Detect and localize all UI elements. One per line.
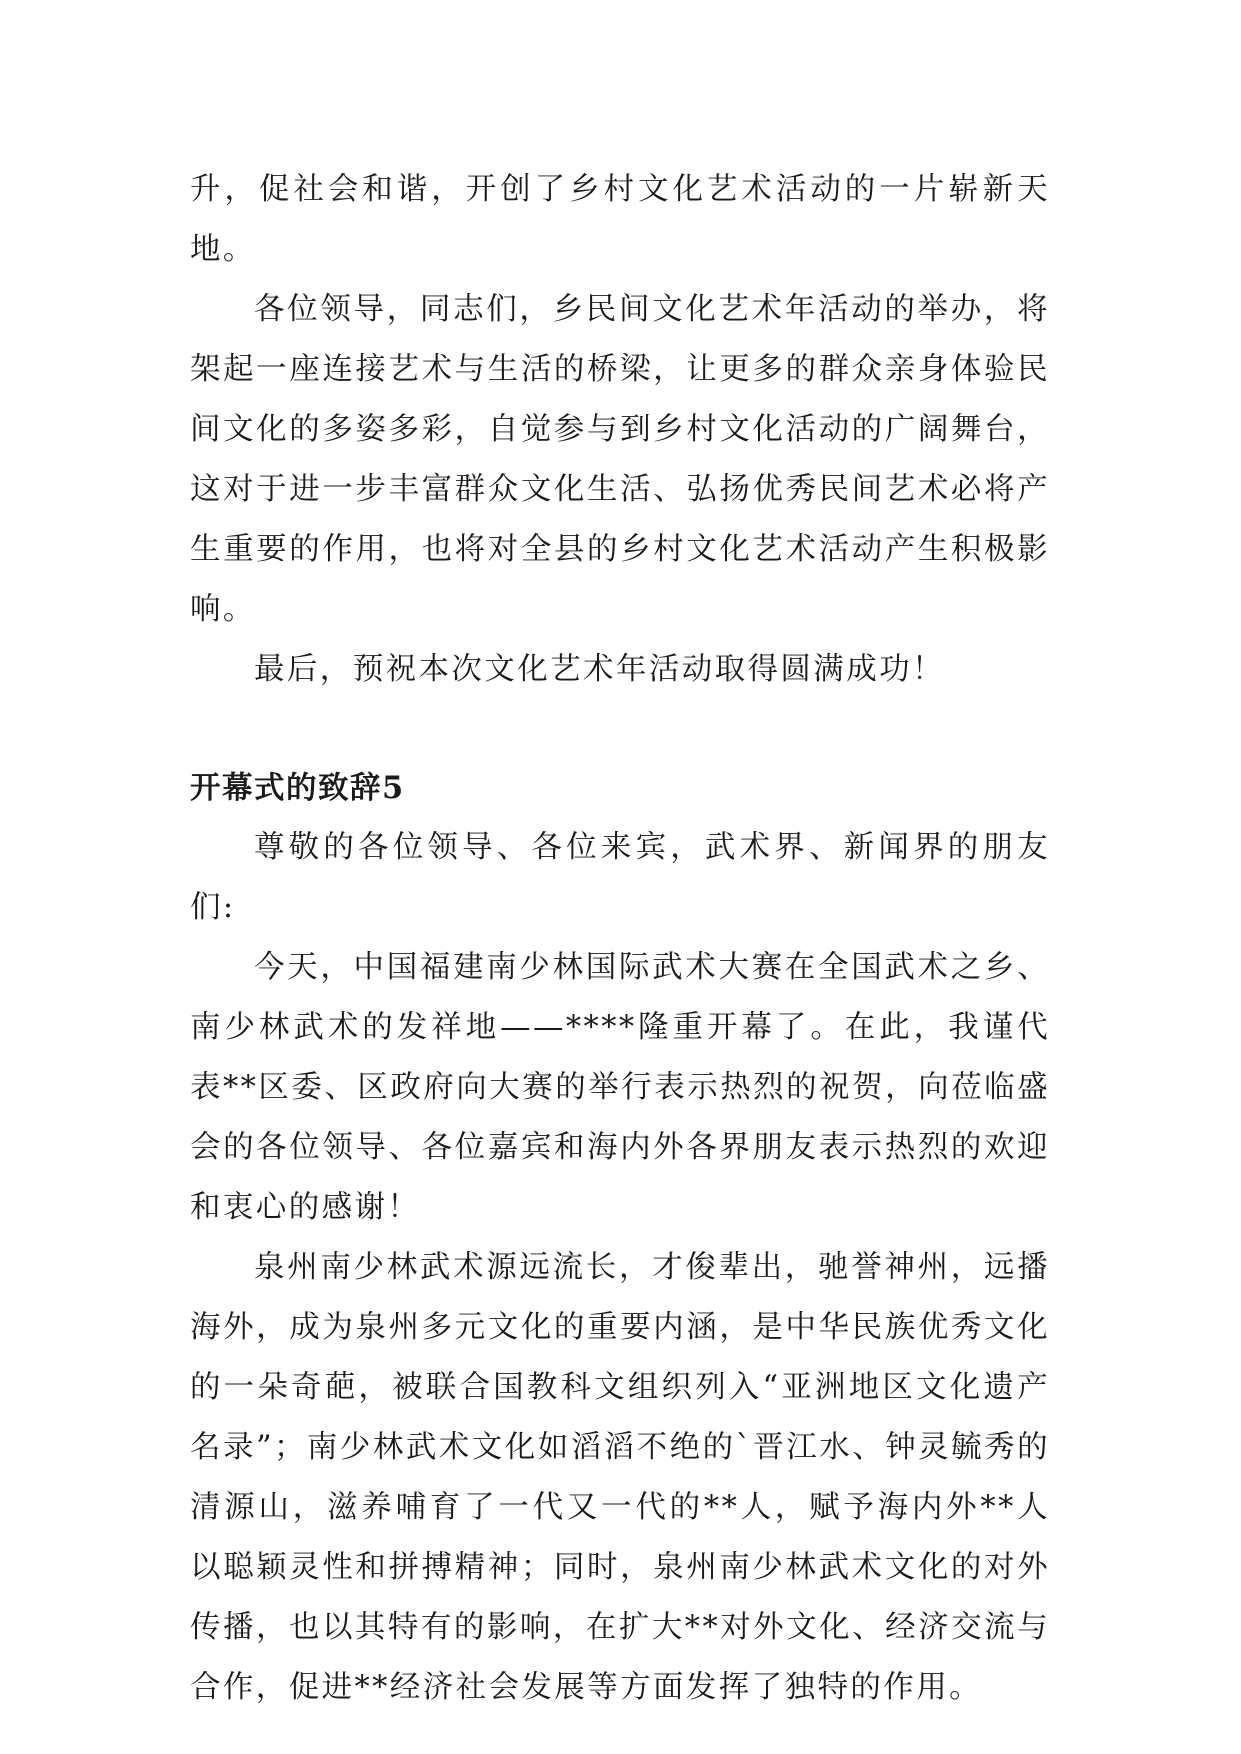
- paragraph-martial-arts-heritage: 泉州南少林武术源远流长，才俊辈出，驰誉神州，远播海外，成为泉州多元文化的重要内涵，是中华民族优秀文化的一朵奇葩，被联合国教科文组织列入“亚洲地区文化遗产名录”；南少林武术文化如滔滔不绝的`晋江水、钟灵毓秀的清源山，滋养哺育了一代又一代的**人，赋予海内外**人以聪颖灵性和拼搏精神；同时，泉州南少林武术文化的对外传播，也以其特有的影响，在扩大**对外文化、经济交流与合作，促进**经济社会发展等方面发挥了独特的作用。: [190, 1250, 1050, 1705]
- document-body: [190, 160, 1050, 1718]
- paragraph-opening-congratulations: 今天，中国福建南少林国际武术大赛在全国武术之乡、南少林武术的发祥地——****隆重开幕了。在此，我谨代表**区委、区政府向大赛的举行表示热烈的祝贺，向莅临盛会的各位领导、各位嘉宾和海内外各界朋友表示热烈的欢迎和衷心的感谢！: [190, 950, 1050, 1225]
- section-heading: 开幕式的致辞5: [190, 770, 405, 806]
- paragraph-salutation: 尊敬的各位领导、各位来宾，武术界、新闻界的朋友们:: [190, 830, 1050, 925]
- paragraph-activity-significance: 各位领导，同志们，乡民间文化艺术年活动的举办，将架起一座连接艺术与生活的桥梁，让更多的群众亲身体验民间文化的多姿多彩，自觉参与到乡村文化活动的广阔舞台，这对于进一步丰富群众文化生活、弘扬优秀民间艺术必将产生重要的作用，也将对全县的乡村文化艺术活动产生积极影响。: [190, 292, 1050, 627]
- paragraph-closing-wish: 最后，预祝本次文化艺术年活动取得圆满成功！: [254, 652, 945, 687]
- section-spacer: [190, 700, 1050, 758]
- paragraph-continuation: 升，促社会和谐，开创了乡村文化艺术活动的一片崭新天地。: [190, 172, 1050, 267]
